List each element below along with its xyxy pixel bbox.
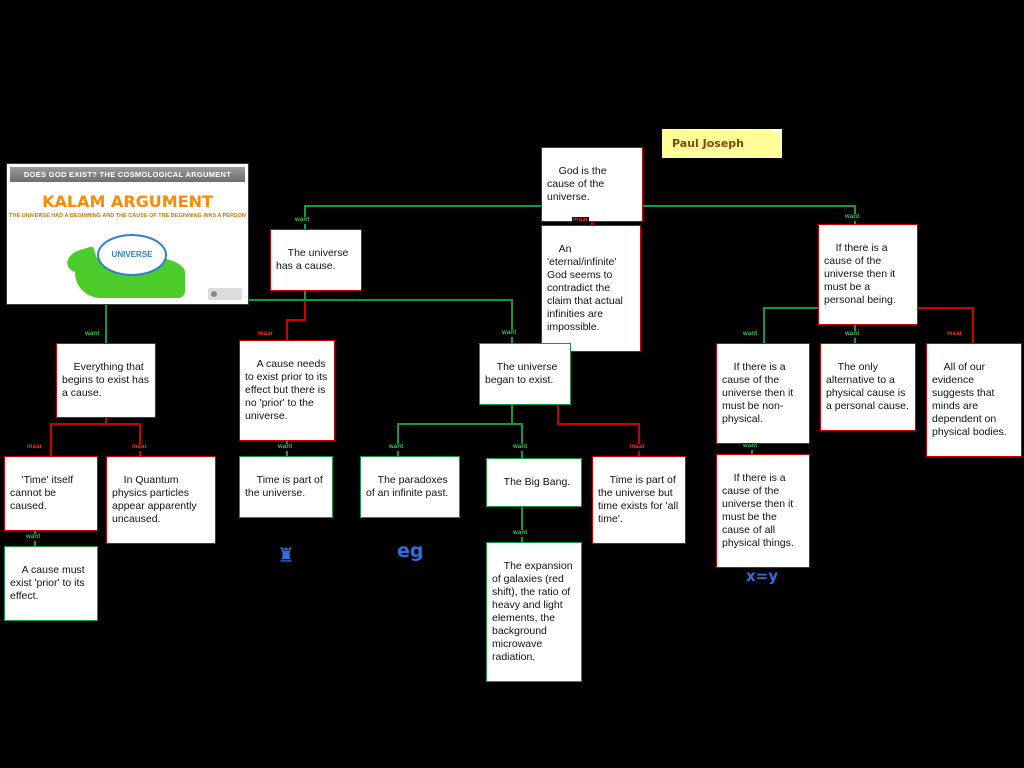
edge-label-text: maar xyxy=(27,444,43,450)
edge-label-text: want xyxy=(513,444,528,450)
node-text: The expansion of galaxies (red shift), the ratio of heavy and light elements, the background microwave radiation. xyxy=(492,560,576,663)
eg-label-text: eg xyxy=(397,540,424,562)
node-text: All of our evidence suggests that minds are dependent on physical bodies. xyxy=(932,361,1007,438)
node-text: Time is part of the universe. xyxy=(245,474,326,499)
equation-label xyxy=(746,567,778,585)
edge-label-text: want xyxy=(26,534,41,540)
edge-label-text: want xyxy=(743,443,758,449)
image-title: DOES GOD EXIST? THE COSMOLOGICAL ARGUMENT xyxy=(10,167,245,182)
edge-label-mustexist-to-timeitself xyxy=(25,534,41,541)
edge-label-quantum-to-begins xyxy=(131,444,148,451)
node-text: The paradoxes of an infinite past. xyxy=(366,474,451,499)
edge-label-personal-to-root xyxy=(844,214,860,221)
eg-label xyxy=(397,540,424,562)
node-quantum-objection[interactable] xyxy=(106,456,216,544)
person-icon-glyph: ♜ xyxy=(277,543,295,567)
edge-label-prior-to-cause xyxy=(257,331,274,338)
node-infinite-past-paradoxes[interactable] xyxy=(360,456,460,518)
image-heading: KALAM ARGUMENT xyxy=(42,192,213,211)
edge-label-text: want xyxy=(278,444,293,450)
image-subheading: THE UNIVERSE HAD A BEGINNING AND THE CAUSE OF THE BEGINNING WAS A PERSON xyxy=(9,213,246,219)
node-cause-must-exist-prior[interactable] xyxy=(4,546,98,621)
node-text: Everything that begins to exist has a cause. xyxy=(62,361,152,399)
node-root[interactable] xyxy=(541,147,643,222)
node-infinite-god-objection[interactable] xyxy=(541,225,641,352)
edge-label-text: want xyxy=(389,444,404,450)
edge-label-text: want xyxy=(513,530,528,536)
node-only-alternative[interactable] xyxy=(820,343,916,431)
node-big-bang[interactable] xyxy=(486,458,582,507)
node-expansion-evidence[interactable] xyxy=(486,542,582,682)
edge-label-text: maar xyxy=(258,331,274,337)
node-text: The universe began to exist. xyxy=(485,361,561,386)
node-time-cannot-be-caused[interactable] xyxy=(4,456,98,531)
sticky-note-author[interactable] xyxy=(662,129,782,158)
node-cause-of-all-physical[interactable] xyxy=(716,454,810,568)
equation-label-text: x=y xyxy=(746,567,779,585)
node-text: The Big Bang. xyxy=(503,476,571,488)
edge-label-bigbang-to-began xyxy=(512,444,528,451)
node-universe-began[interactable] xyxy=(479,343,571,405)
node-universe-has-cause[interactable] xyxy=(270,229,362,291)
node-time-part-of-universe[interactable] xyxy=(239,456,333,518)
node-text: If there is a cause of the universe then it must be a personal being. xyxy=(824,242,899,306)
node-text: The only alternative to a physical cause is a personal cause. xyxy=(826,361,909,412)
node-text: A cause needs to exist prior to its effect but there is no 'prior' to the universe. xyxy=(245,358,331,422)
node-text: The universe has a cause. xyxy=(276,247,352,272)
edge-label-begins-to-cause xyxy=(84,331,100,338)
edge-label-text: maar xyxy=(630,444,646,450)
edge-label-text: maar xyxy=(947,331,963,337)
sticky-note-text: Paul Joseph xyxy=(672,137,744,150)
node-non-physical-cause[interactable] xyxy=(716,343,810,444)
node-minds-dependent-objection[interactable] xyxy=(926,343,1022,457)
node-text: 'Time' itself cannot be caused. xyxy=(10,474,77,512)
edge-label-alltime-to-began xyxy=(629,444,646,451)
universe-circle-label: UNIVERSE xyxy=(97,234,167,276)
edge-label-text: want xyxy=(845,331,860,337)
edge-label-text: maar xyxy=(573,217,589,223)
edge-label-text: maar xyxy=(132,444,148,450)
edge-label-text: want xyxy=(502,330,517,336)
edge-label-nonphys-to-personal xyxy=(742,331,758,338)
node-all-time-objection[interactable] xyxy=(592,456,686,544)
edge-label-timeitself-to-begins xyxy=(26,444,43,451)
person-icon xyxy=(277,543,295,567)
node-text: In Quantum physics particles appear apparently uncaused. xyxy=(112,474,200,525)
edge-label-paradox-to-began xyxy=(388,444,404,451)
image-watermark-badge xyxy=(208,288,242,300)
edge-label-text: want xyxy=(85,331,100,337)
edge-label-causeall-to-nonphys xyxy=(742,443,758,450)
edge-label-onlyalt-to-personal xyxy=(844,331,860,338)
node-cause-prior-objection[interactable] xyxy=(239,340,335,441)
edge-label-infinite-to-root xyxy=(572,217,589,224)
node-text: God is the cause of the universe. xyxy=(547,165,610,203)
kalam-argument-image[interactable] xyxy=(6,163,249,305)
edge-label-text: want xyxy=(845,214,860,220)
edge-label-evidence-to-personal xyxy=(946,331,963,338)
edge-label-began-to-cause xyxy=(501,330,517,337)
node-text: If there is a cause of the universe then it must be the cause of all physical things. xyxy=(722,472,797,549)
node-text: Time is part of the universe but time exists for 'all time'. xyxy=(598,474,682,525)
edge-label-cause-to-root xyxy=(294,217,310,224)
node-text: If there is a cause of the universe then it must be non-physical. xyxy=(722,361,797,425)
sticky-fold-corner xyxy=(773,129,782,138)
edge-label-timepart-to-prior xyxy=(277,444,293,451)
edge-label-text: want xyxy=(743,331,758,337)
node-text: An 'eternal/infinite' God seems to contradict the claim that actual infinities are impossible. xyxy=(547,243,626,333)
node-personal-being[interactable] xyxy=(818,224,918,325)
edge-label-expansion-to-bigbang xyxy=(512,530,528,537)
edge-label-text: want xyxy=(295,217,310,223)
node-everything-begins[interactable] xyxy=(56,343,156,418)
node-text: A cause must exist 'prior' to its effect. xyxy=(10,564,88,602)
